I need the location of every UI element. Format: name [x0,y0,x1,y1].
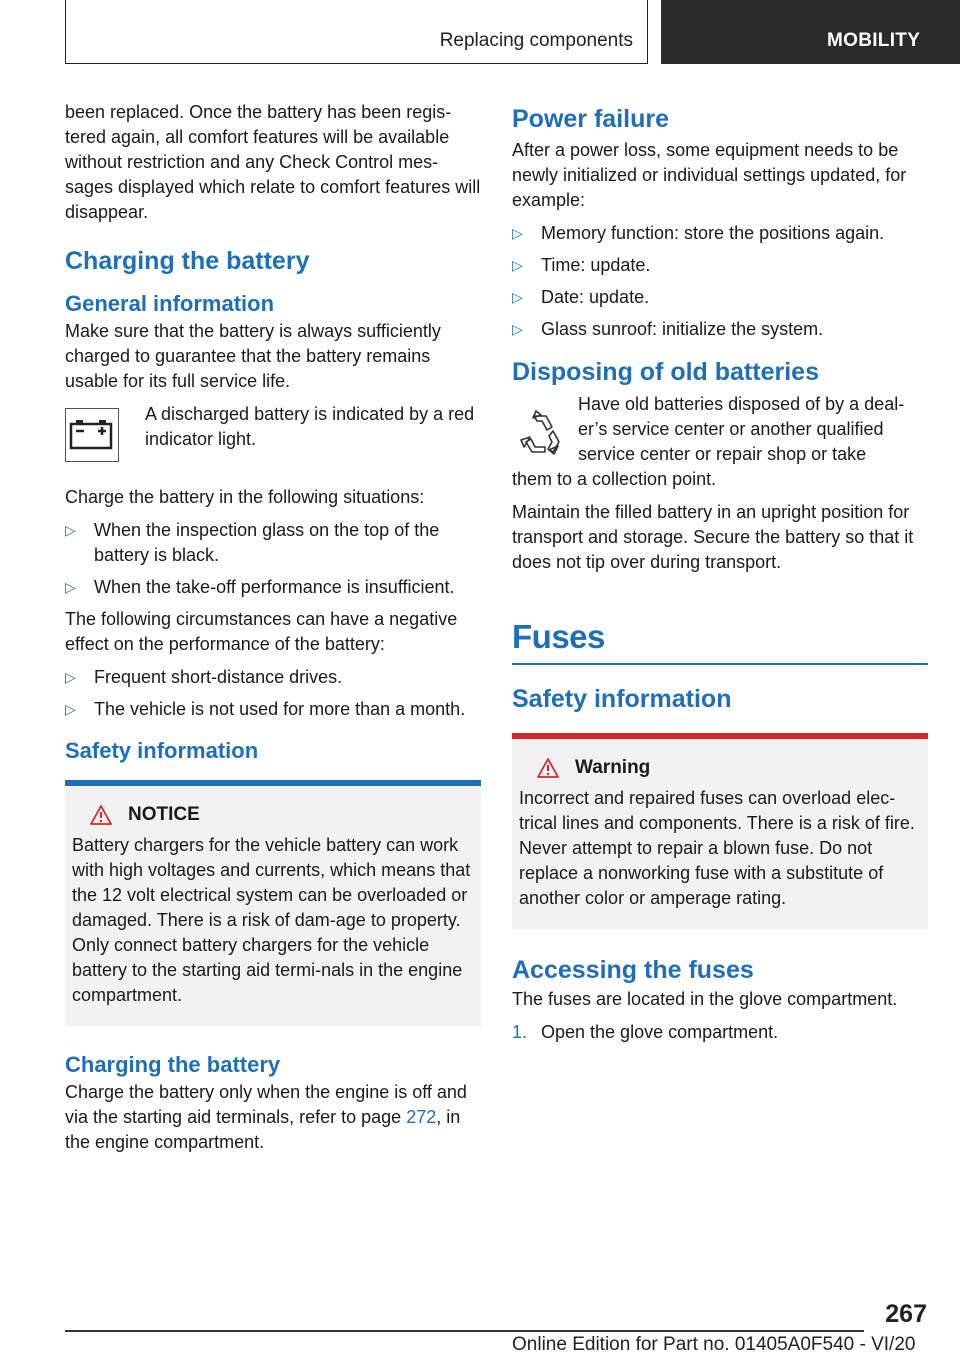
charging2-heading: Charging the battery [65,1052,281,1077]
bullet-triangle-icon: ▷ [512,225,523,241]
recycle-icon [512,406,568,462]
accessing-heading: Accessing the fuses [512,956,754,984]
warning-text: Incorrect and repaired fuses can overload elec‐trical lines and components. There is a risk of fire. Never attempt to repair a blown fuse. Do not replace a nonworking fuse with a substitute of another color or amperage rating. [519,788,915,908]
bullet-triangle-icon: ▷ [65,579,76,595]
fuses-heading: Fuses [512,618,605,655]
footer-divider [65,1330,864,1332]
page-number: 267 [885,1300,927,1328]
general-paragraph: Make sure that the battery is always sufficiently charged to guarantee that the battery remains usable for its full service life. [65,321,441,391]
edition-note: Online Edition for Part no. 01405A0F540 - VI/20 [512,1334,916,1355]
maintain-paragraph: Maintain the filled battery in an upright position for transport and storage. Secure the battery so that it does not tip over during transport. [512,502,914,572]
battery-icon [65,408,119,462]
bullet-triangle-icon: ▷ [512,289,523,305]
notice-text: Battery chargers for the vehicle battery can work with high voltages and currents, which means that the 12 volt electrical system can be overloaded or damaged. There is a risk of dam‐age to property. Only connect battery chargers for the vehicle battery to the starting aid termi‐nals in the engine compartment. [72,835,471,1005]
disposing-text: Have old batteries disposed of by a deal‐er’s service center or another qualified service center or repair shop or take [578,394,905,464]
disposing-text-cont: them to a collection point. [512,469,717,489]
power-paragraph: After a power loss, some equipment needs to be newly initialized or individual settings updated, for example: [512,140,907,210]
power-list [512,221,928,342]
disposing-row [512,392,928,467]
accessing-paragraph: The fuses are located in the glove compartment. [512,989,898,1009]
charging-heading: Charging the battery [65,247,310,275]
indicator-row [65,402,481,477]
warning-triangle-icon [537,758,559,778]
situations-intro: Charge the battery in the following situations: [65,487,425,507]
chapter-tab [661,0,960,64]
warning-title: Warning [519,757,920,779]
warning-box [512,733,928,929]
list-item: ▷ Time: update. [512,253,928,278]
page-link[interactable]: 272 [406,1107,437,1127]
list-item: ▷ The vehicle is not used for more than a month. [65,697,481,722]
bullet-triangle-icon: ▷ [65,669,76,685]
right-column [512,100,928,1052]
situations-list [65,518,481,600]
power-heading: Power failure [512,105,669,133]
section-divider [512,663,928,665]
fuses-safety-heading: Safety information [512,685,732,713]
chapter-title: MOBILITY [827,30,921,51]
list-item: ▷ Glass sunroof: initialize the system. [512,317,928,342]
left-column [65,100,481,1163]
bullet-triangle-icon: ▷ [512,257,523,273]
disposing-heading: Disposing of old batteries [512,358,819,386]
steps-list [512,1020,928,1045]
list-item: 1. Open the glove compartment. [512,1022,779,1042]
indicator-text: A discharged battery is indicated by a red indicator light. [145,404,475,449]
list-item: ▷ When the take-off performance is insufficient. [65,575,481,600]
bullet-triangle-icon: ▷ [65,522,76,538]
list-item: ▷ When the inspection glass on the top of the battery is black. [65,520,440,565]
bullet-triangle-icon: ▷ [512,321,523,337]
section-title: Replacing components [439,30,633,51]
notice-box [65,780,481,1026]
warning-triangle-icon [90,805,112,825]
intro-paragraph: been replaced. Once the battery has been regis‐tered again, all comfort features will be available without restriction and any Check Control mes‐sages displayed which relate to comfort features will disappear. [65,102,481,222]
circumstances-list [65,665,481,722]
list-item: ▷ Date: update. [512,285,928,310]
charging2-paragraph: Charge the battery only when the engine is off and via the starting aid terminals, refer to page 272, in the engine compartment. [65,1082,467,1152]
bullet-triangle-icon: ▷ [65,701,76,717]
list-item: ▷ Frequent short-distance drives. [65,665,481,690]
circumstances-intro: The following circumstances can have a negative effect on the performance of the battery: [65,609,458,654]
general-heading: General information [65,291,275,316]
running-header [65,0,648,64]
notice-title: NOTICE [72,804,473,826]
safety-heading: Safety information [65,738,259,763]
list-item: ▷ Memory function: store the positions again. [512,221,928,246]
